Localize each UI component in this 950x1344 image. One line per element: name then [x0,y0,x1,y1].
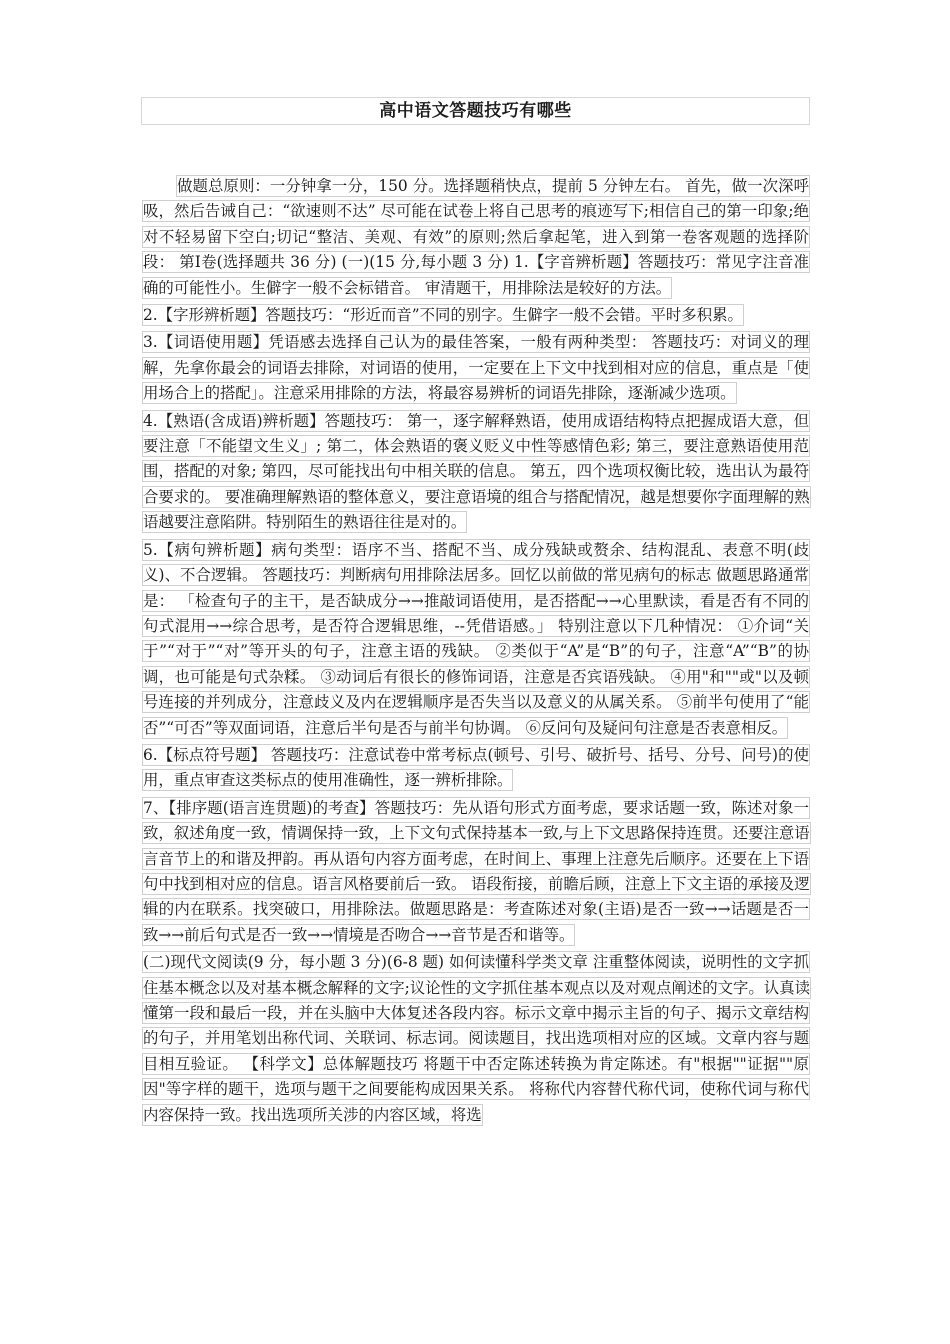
paragraph-general-principles [142,174,810,301]
paragraph-text: 5.【病句辨析题】病句类型：语序不当、搭配不当、成分残缺或赘余、结构混乱、表意不明(歧义)、不合逻辑。 答题技巧：判断病句用排除法居多。回忆以前做的常见病句的标志 做题思路通常是： 「检查句子的主干，是否缺成分→→推敲词语使用，是否搭配→→心里默读，看是否有不同的句式混用→→综合思考，是否符合逻辑思维，--凭借语感。」 特别注意以下几种情况： ①介词“关于”“对于”“对”等开头的句子，注意主语的残缺。 ②类似于“A”是“B”的句子，注意“A”“B”的协调，也可能是句式杂糅。 ③动词后有很长的修饰词语，注意是否宾语残缺。 ④用"和""或"以及顿号连接的并列成分，注意歧义及内在逻辑顺序是否失当以及意义的从属关系。 ⑤前半句使用了“能否”“可否”等双面词语，注意后半句是否与前半句协调。 ⑥反问句及疑问句注意是否表意相反。 [143,540,809,737]
paragraph-idiom-analysis [142,409,810,536]
paragraph-sentence-order [142,796,810,948]
paragraph-punctuation [142,743,810,794]
paragraph-glyph-analysis [142,303,810,328]
paragraph-text: 做题总原则：一分钟拿一分，150 分。选择题稍快点，提前 5 分钟左右。 首先，做一次深呼吸，然后告诫自己：“欲速则不达” 尽可能在试卷上将自己思考的痕迹写下;相信自己的第一印象;绝对不轻易留下空白;切记“整洁、美观、有效”的原则;然后拿起笔，进入到第一卷客观题的选择阶段： 第Ⅰ卷(选择题共 36 分) (一)(15 分,每小题 3 分) 1.【字音辨析题】答题技巧：常见字注音准确的可能性小。生僻字一般不会标错音。 审清题干，用排除法是较好的方法。 [143,177,809,297]
paragraph-text: 6.【标点符号题】 答题技巧：注意试卷中常考标点(顿号、引号、破折号、括号、分号、问号)的使用，重点审查这类标点的使用准确性，逐一辨析排除。 [143,745,809,790]
paragraph-word-usage [142,330,810,406]
document-title-text: 高中语文答题技巧有哪些 [379,101,572,121]
paragraph-text: 4.【熟语(含成语)辨析题】答题技巧： 第一，逐字解释熟语，使用成语结构特点把握成语大意，但要注意「不能望文生义」; 第二，体会熟语的褒义贬义中性等感情色彩; 第三，要注意熟语使用范围，搭配的对象; 第四，尽可能找出句中相关联的信息。 第五，四个选项权衡比较，选出认为最符合要求的。 要准确理解熟语的整体意义，要注意语境的组合与搭配情况，越是想要你字面理解的熟语越要注意陷阱。特别陌生的熟语往往是对的。 [143,411,810,532]
paragraph-text: 2.【字形辨析题】答题技巧：“形近而音”不同的别字。生僻字一般不会错。平时多积累。 [143,306,743,325]
document-body [142,174,810,1130]
paragraph-text: 7、【排序题(语言连贯题)的考查】答题技巧：先从语句形式方面考虑，要求话题一致，陈述对象一致，叙述角度一致，情调保持一致，上下文句式保持基本一致,与上下文思路保持连贯。还要注意语言音节上的和谐及押韵。再从语句内容方面考虑，在时间上、事理上注意先后顺序。还要在上下语句中找到相对应的信息。语言风格要前后一致。 语段衔接，前瞻后顾，注意上下文主语的承接及逻辑的内在联系。找突破口，用排除法。做题思路是：考查陈述对象(主语)是否一致→→话题是否一致→→前后句式是否一致→→情境是否吻合→→音节是否和谐等。 [143,798,810,944]
document-title [141,97,810,125]
paragraph-modern-reading [142,950,810,1128]
paragraph-text: (二)现代文阅读(9 分，每小题 3 分)(6-8 题) 如何读懂科学类文章 注重整体阅读，说明性的文字抓住基本概念以及对基本概念解释的文字;议论性的文字抓住基本观点以及对观点阐述的文字。认真读懂第一段和最后一段，并在头脑中大体复述各段内容。标示文章中揭示主旨的句子、揭示文章结构的句子，并用笔划出称代词、关联词、标志词。阅读题目，找出选项相对应的区域。文章内容与题目相互验证。 【科学文】总体解题技巧 将题干中否定陈述转换为肯定陈述。有"根据""证据""原因"等字样的题干，选项与题干之间要能构成因果关系。 将称代内容替代称代词，使称代词与称代内容保持一致。找出选项所关涉的内容区域，将选 [143,953,810,1124]
paragraph-text: 3.【词语使用题】凭语感去选择自己认为的最佳答案，一般有两种类型： 答题技巧：对词义的理解，先拿你最会的词语去排除，对词语的使用，一定要在上下文中找到相对应的信息，重点是「使用场合上的搭配」。注意采用排除的方法，将最容易辨析的词语先排除，逐渐减少选项。 [143,333,809,403]
paragraph-faulty-sentence [142,538,810,741]
